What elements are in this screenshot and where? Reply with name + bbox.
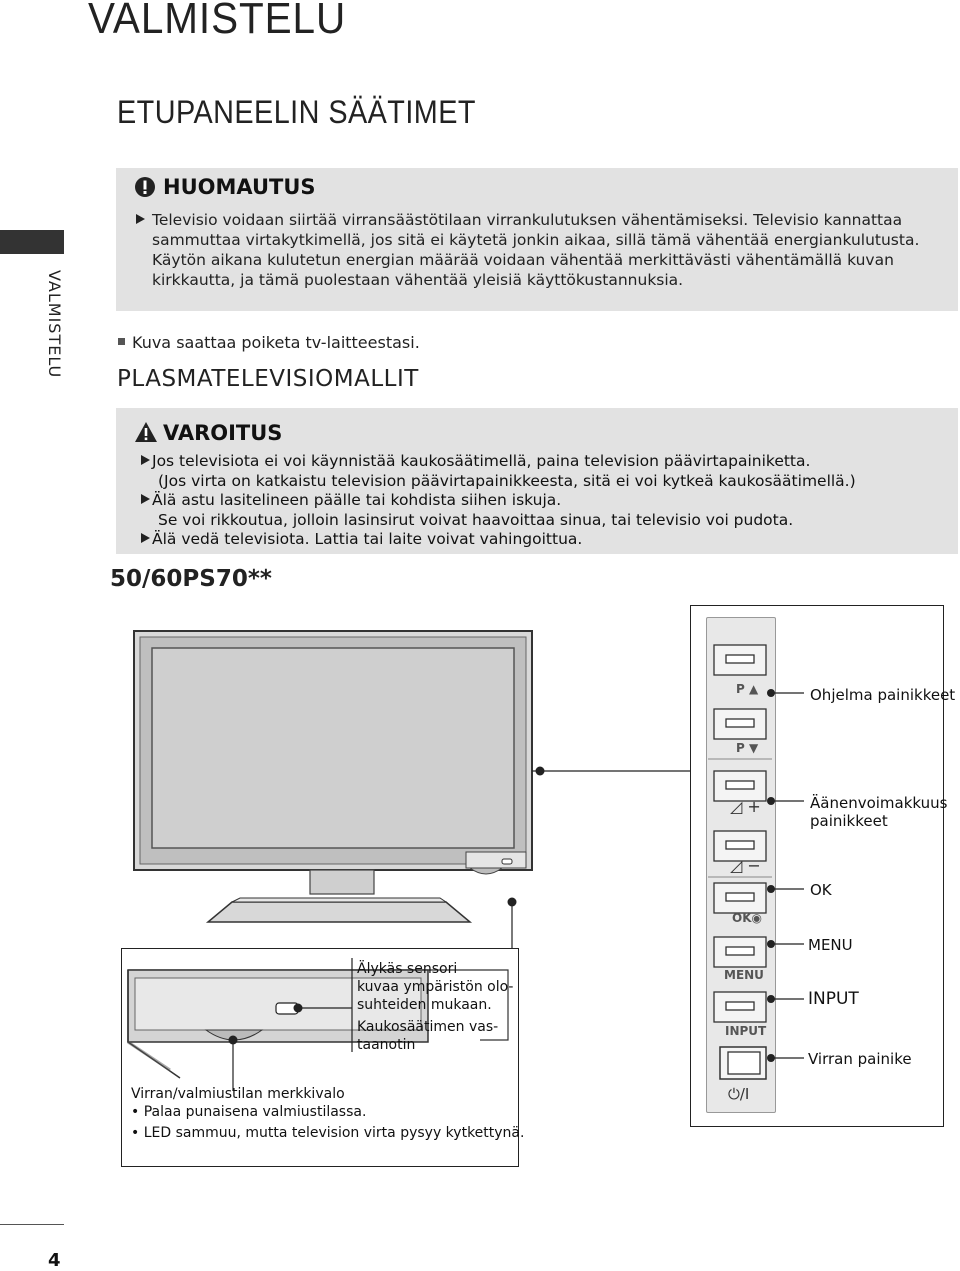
warning-line-4: Se voi rikkoutua, jolloin lasinsirut voivat haavoittaa sinua, tai televisio voi pudota.: [158, 510, 794, 529]
input-button[interactable]: [714, 992, 767, 1038]
warning-body: [141, 452, 956, 550]
led-bullet-1: • Palaa punaisena valmiustilassa.: [131, 1104, 367, 1120]
button-symbol: OK◉: [732, 911, 762, 925]
warning-line-5: Älä vedä televisiota. Lattia tai laite voivat vahingoittua.: [141, 530, 956, 550]
square-bullet-icon: [118, 338, 125, 345]
led-bullet-2: • LED sammuu, mutta television virta pysyy kytkettynä.: [131, 1125, 525, 1141]
sensor-label-2: kuvaa ympäristön olo-: [357, 979, 514, 995]
label-ok: OK: [810, 881, 832, 899]
volume-up-button[interactable]: [714, 771, 766, 816]
bullet-arrow-icon: [141, 494, 150, 504]
sensor-label-1: Älykäs sensori: [357, 961, 458, 977]
remote-receiver-label-2: taanotin: [357, 1037, 416, 1053]
power-button[interactable]: [720, 1047, 766, 1103]
side-chapter-label: VALMISTELU: [45, 270, 64, 379]
warning-line-1: Jos televisiota ei voi käynnistää kaukosäätimellä, paina television päävirtapainiketta.: [141, 452, 956, 472]
side-tab-marker: [0, 230, 64, 254]
volume-down-button[interactable]: [714, 831, 766, 875]
note-body: [136, 210, 951, 290]
label-volume-buttons-1: Äänenvoimakkuus: [810, 794, 948, 812]
warning-box: [116, 408, 958, 554]
note-box: [116, 168, 958, 311]
led-title: Virran/valmiustilan merkkivalo: [131, 1086, 345, 1102]
button-symbol: ◿ +: [730, 797, 761, 816]
button-symbol: P ▼: [736, 741, 759, 755]
button-symbol: MENU: [724, 968, 764, 982]
button-symbol: INPUT: [725, 1024, 767, 1038]
remote-receiver-label-1: Kaukosäätimen vas-: [357, 1019, 499, 1035]
program-up-button[interactable]: [714, 645, 766, 696]
warning-line-3: Älä astu lasitelineen päälle tai kohdista siihen iskuja.: [141, 491, 956, 511]
label-volume-buttons-2: painikkeet: [810, 812, 888, 830]
bullet-arrow-icon: [141, 533, 150, 543]
footer-rule: [0, 1224, 64, 1225]
program-down-button[interactable]: [714, 709, 766, 755]
model-number: 50/60PS70**: [110, 566, 272, 592]
page-main-title: VALMISTELU: [88, 0, 347, 43]
note-paragraph-1: Televisio voidaan siirtää virransäästötilaan virrankulutuksen vähentämiseksi. Televisio kannattaa sammuttaa virtakytkimellä, jos sitä ei käytetä jonkin aikaa, sillä tämä vähentää energiankulutusta.: [136, 210, 951, 250]
sensor-label-3: suhteiden mukaan.: [357, 997, 492, 1013]
label-power: Virran painike: [808, 1050, 912, 1068]
menu-button[interactable]: [714, 937, 766, 982]
button-symbol: ⏻/I: [728, 1085, 750, 1103]
label-input: INPUT: [808, 989, 859, 1009]
warning-line-2: (Jos virta on katkaistu television päävirtapainikkeesta, sitä ei voi kytkeä kaukosäätimellä.): [158, 471, 856, 490]
note-heading: HUOMAUTUS: [163, 175, 316, 199]
note-paragraph-2: Käytön aikana kulutetun energian määrää voidaan vähentää merkittävästi vähentämällä kuvan kirkkautta, ja tämä puolestaan vähentää yleisiä käyttökustannuksia.: [152, 251, 894, 289]
bullet-arrow-icon: [141, 455, 150, 465]
page-number: 4: [48, 1250, 61, 1271]
label-program-buttons: Ohjelma painikkeet: [810, 686, 956, 704]
bullet-arrow-icon: [136, 214, 145, 224]
button-symbol: P ▲: [736, 682, 759, 696]
warning-heading: VAROITUS: [163, 421, 283, 445]
ok-button[interactable]: [714, 883, 766, 925]
exclamation-circle-icon: [134, 176, 156, 198]
subsection-title: PLASMATELEVISIOMALLIT: [117, 366, 419, 392]
button-symbol: ◿ −: [730, 856, 761, 875]
section-title: ETUPANEELIN SÄÄTIMET: [117, 94, 476, 130]
image-disclaimer: Kuva saattaa poiketa tv-laitteestasi.: [118, 333, 420, 352]
label-menu: MENU: [808, 936, 853, 954]
warning-triangle-icon: [134, 421, 158, 443]
